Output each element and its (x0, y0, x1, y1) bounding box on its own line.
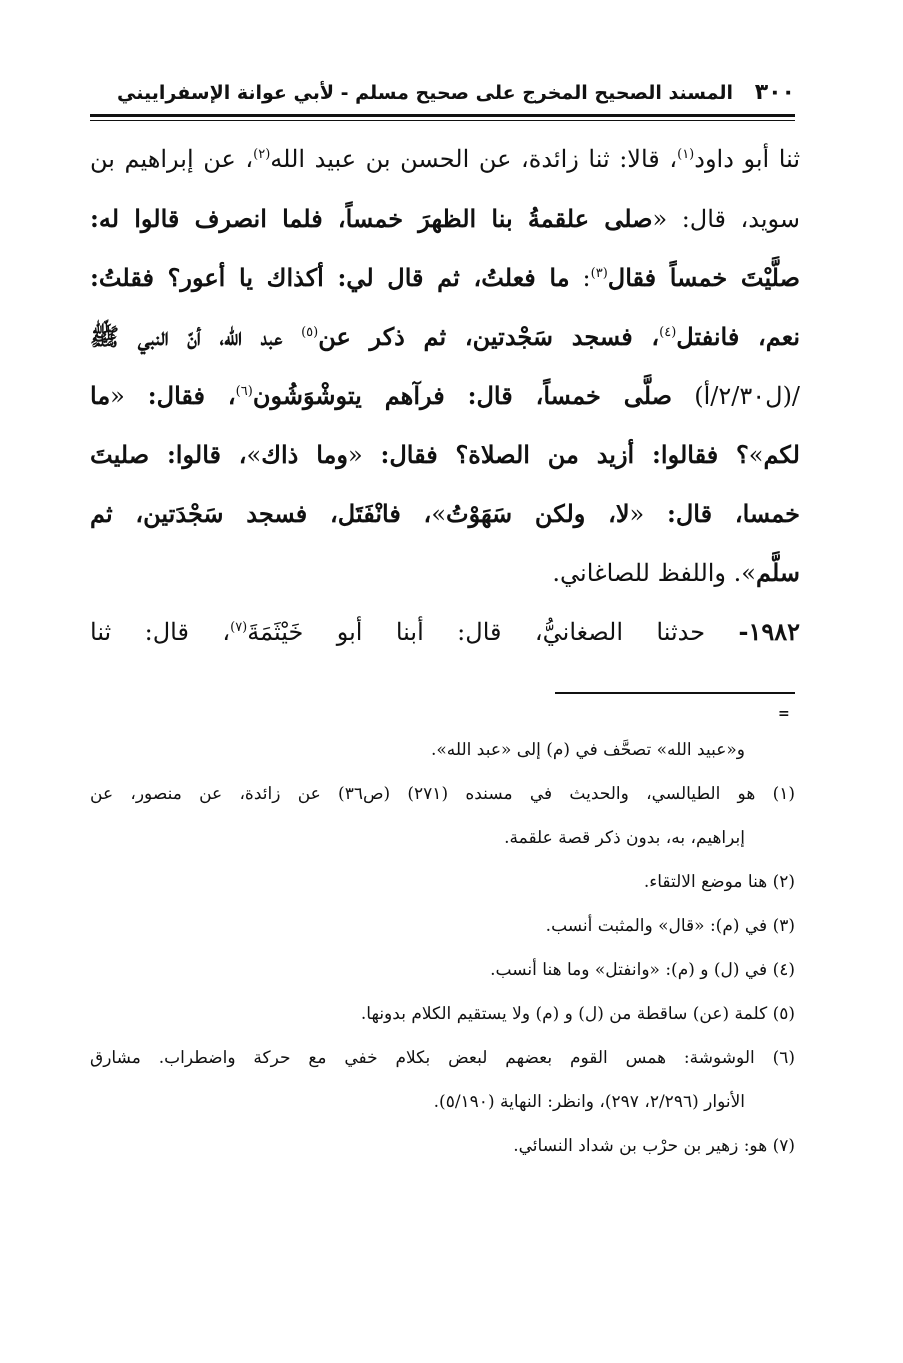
hadith-matn: صلى علقمةُ بنا الظهرَ خمساً، فلما انصرف قالوا له: (90, 204, 653, 233)
footnote-ref: (٢) (253, 147, 271, 162)
text-line (90, 366, 800, 425)
hadith-matn: صلَّى خمساً، قال: فرآهم يتوشْوَشُون (252, 381, 673, 410)
hadith-matn: خمسا، قال: (644, 499, 801, 528)
text-segment: » (431, 500, 446, 528)
footnote-1: (١) هو الطيالسي، والحديث في مسنده (٢٧١) (ص٣٦) عن زائدة، عن منصور، عن (90, 784, 795, 804)
text-segment: ثنا أبو داود (694, 145, 801, 173)
text-line (90, 130, 800, 189)
footnote-3: (٣) في (م): «قال» والمثبت أنسب. (545, 916, 795, 936)
footnotes (90, 728, 795, 1168)
footnote-ref: (١) (677, 147, 695, 162)
footnote-ref: (٤) (659, 325, 677, 340)
header-rule (90, 114, 795, 117)
text-segment: » (748, 441, 764, 469)
footnote-ref: (٧) (230, 620, 248, 635)
text-segment: « (347, 441, 363, 469)
hadith-matn: صلَّيْتَ خمساً فقال (607, 263, 801, 292)
hadith-matn: سلَّم (755, 558, 800, 587)
footnote-continuation: و«عبيد الله» تصحَّف في (م) إلى «عبد الله». (430, 740, 745, 760)
hadith-matn: ، قالوا: صليتَ (90, 440, 247, 469)
hadith-matn: ، فقال: (124, 381, 236, 410)
hadith-matn: ؟ فقالوا: أزيد من الصلاة؟ فقال: (362, 440, 749, 469)
text-segment: ، عن إبراهيم بن (90, 145, 254, 173)
hadith-text (90, 130, 800, 661)
text-segment: ، قالا: ثنا زائدة، عن الحسن بن عبيد الله (270, 145, 678, 173)
footnote-ref: (٣) (590, 266, 608, 281)
hadith-matn: نعم، فانفتل (676, 322, 800, 351)
footnote-6-cont: الأنوار (٢/٢٩٦، ٢٩٧)، وانظر: النهاية (٥/١٩٠). (433, 1092, 745, 1112)
text-segment: « (629, 500, 645, 528)
hadith-matn: ما فعلتُ، ثم قال لي: أكذاك يا أعور؟ فقلتُ: (90, 263, 570, 292)
continuation-mark: = (778, 706, 790, 722)
header-rule-thin (90, 120, 795, 121)
text-line (90, 484, 800, 543)
text-segment: : (569, 264, 591, 292)
hadith-number: ١٩٨٢- (738, 617, 801, 646)
text-line (90, 248, 800, 307)
footnote-ref: (٥) (301, 325, 319, 340)
page-number: ٣٠٠ (754, 80, 795, 105)
hadith-matn: وما ذاك (261, 440, 348, 469)
footnote-4: (٤) في (ل) و (م): «وانفتل» وما هنا أنسب. (490, 960, 795, 980)
text-line (90, 602, 800, 661)
footnote-5: (٥) كلمة (عن) ساقطة من (ل) و (م) ولا يستقيم الكلام بدونها. (360, 1004, 795, 1024)
footnote-ref: (٦) (235, 384, 253, 399)
hadith-matn: ، فسجد سَجْدتين، ثم ذكر عن (318, 322, 660, 351)
hadith-matn: لا، ولكن سَهَوْتُ (446, 499, 630, 528)
hadith-matn: لكم (763, 440, 800, 469)
manuscript-ref: /(ل٢/٣٠/أ) (672, 382, 801, 410)
footnote-1-cont: إبراهيم، به، بدون ذكر قصة علقمة. (504, 828, 745, 848)
text-line (90, 307, 800, 366)
text-line (90, 543, 800, 602)
hadith-matn: عبد الله، أنّ النبي ﷺ (90, 322, 302, 351)
text-segment: » (246, 441, 262, 469)
footnote-7: (٧) هو: زهير بن حرْب بن شداد النسائي. (513, 1136, 795, 1156)
text-segment: ، قال: ثنا (90, 618, 231, 646)
page-header (90, 80, 795, 110)
text-segment: « (110, 382, 125, 410)
text-line (90, 425, 800, 484)
text-segment: حدثنا الصغانيُّ، قال: أبنا أبو خَيْثَمَةَ (247, 618, 739, 646)
footnote-2: (٢) هنا موضع الالتقاء. (643, 872, 795, 892)
text-line (90, 189, 800, 248)
text-segment: سويد، قال: « (652, 205, 801, 233)
running-title: المسند الصحيح المخرج على صحيح مسلم - لأبي عوانة الإسفراييني (117, 82, 733, 104)
hadith-matn: ما (90, 381, 111, 410)
hadith-matn: ، فانْفَتَل، فسجد سَجْدَتين، ثم (90, 499, 432, 528)
text-segment: ». واللفظ للصاغاني. (552, 559, 756, 587)
footnote-6: (٦) الوشوشة: همس القوم بعضهم لبعض بكلام خفي مع حركة واضطراب. مشارق (90, 1048, 795, 1068)
footnote-separator (555, 692, 795, 694)
